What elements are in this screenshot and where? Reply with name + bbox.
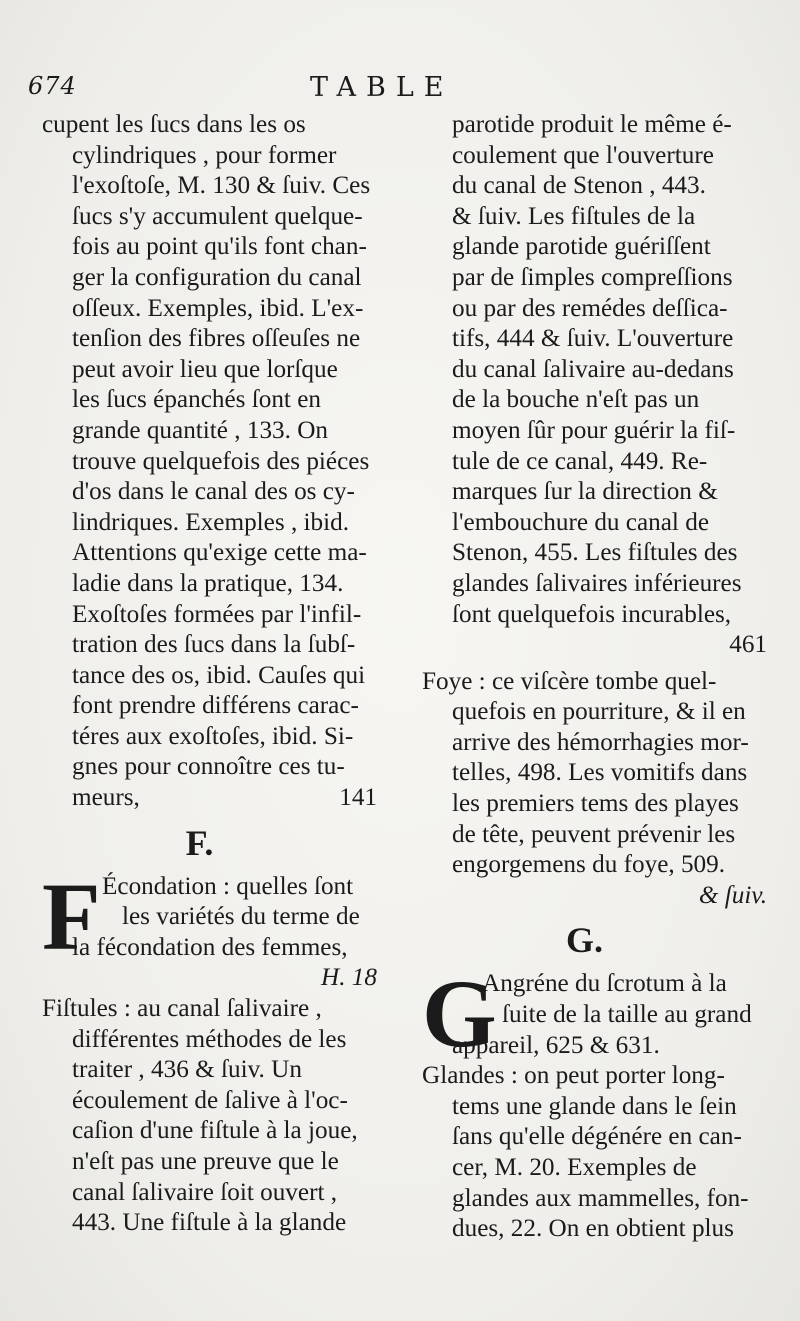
text-line: tration des ſucs dans la ſubſ-	[72, 631, 356, 659]
text-line: Glandes : on peut porter long-	[422, 1062, 725, 1090]
text-line: tenſion des fibres oſſeuſes ne	[72, 325, 361, 353]
text-line: canal ſalivaire ſoit ouvert ,	[72, 1178, 338, 1206]
text-line: l'exoſtoſe, M. 130 & ſuiv. Ces	[72, 172, 371, 200]
text-line: l'embouchure du canal de	[452, 508, 710, 536]
text-line: trouve quelquefois des piéces	[72, 447, 370, 475]
text-line: de tête, peuvent prévenir les	[452, 820, 736, 848]
left-column	[42, 110, 387, 1239]
text-line: parotide produit le même é-	[452, 111, 732, 138]
text-line: Exoſtoſes formées par l'infil-	[72, 600, 362, 628]
section-letter-g: G.	[565, 920, 603, 961]
text-line: glande parotide guériſſent	[452, 233, 711, 261]
text-line: font prendre différens carac-	[72, 692, 359, 720]
text-line: les premiers tems des playes	[452, 790, 739, 818]
page-reference: 461	[729, 631, 767, 659]
right-column	[422, 110, 777, 1245]
text-line: ſucs s'y accumulent quelque-	[72, 202, 363, 230]
text-line: 443. Une fiſtule à la glande	[72, 1209, 347, 1237]
text-line: telles, 498. Les vomitifs dans	[452, 759, 748, 787]
text-line: engorgemens du foye, 509.	[452, 851, 726, 879]
text-line: fois au point qu'ils font chan-	[72, 233, 367, 261]
text-line: tule de ce canal, 449. Re-	[452, 447, 708, 475]
text-line: du canal ſalivaire au-dedans	[452, 355, 734, 383]
text-line: ger la configuration du canal	[72, 263, 362, 291]
entry-exostose-continued	[42, 110, 387, 814]
page-header	[28, 72, 768, 112]
running-title: TABLE	[310, 72, 454, 103]
text-line: traiter , 436 & ſuiv. Un	[72, 1056, 302, 1084]
text-line: ſont quelquefois incurables,	[452, 600, 732, 628]
text-line: de la bouche n'eſt pas un	[452, 386, 700, 414]
reference-text: & ſuiv.	[698, 881, 767, 909]
text-line: cer, M. 20. Exemples de	[452, 1154, 697, 1181]
text-line: la fécondation des femmes,	[72, 933, 348, 961]
text-line: Foye : ce viſcère tombe quel-	[422, 667, 717, 695]
text-line: marques ſur la direction &	[452, 478, 718, 506]
text-line: du canal de Stenon , 443.	[452, 172, 706, 200]
text-line: d'os dans le canal des os cy-	[72, 478, 355, 506]
text-line: Attentions qu'exige cette ma-	[72, 539, 367, 567]
text-line: Écondation : quelles ſont	[102, 872, 354, 900]
text-line: par de ſimples compreſſions	[452, 263, 733, 291]
text-line: gnes pour connoître ces tu-	[72, 753, 345, 781]
drop-cap-f: F	[42, 862, 101, 970]
entry-fistules-continued	[422, 110, 777, 661]
drop-cap-g: G	[422, 960, 497, 1068]
text-line: cylindriques , pour former	[72, 141, 337, 169]
reference-text: H. 18	[321, 964, 377, 992]
text-line: téres aux exoſtoſes, ibid. Si-	[72, 722, 354, 750]
text-fragment: meurs,	[72, 784, 140, 812]
text-line: dues, 22. On en obtient plus	[452, 1215, 734, 1243]
entry-fecondation	[42, 862, 387, 994]
text-line: tance des os, ibid. Cauſes qui	[72, 661, 366, 689]
text-line: tems une glande dans le ſein	[452, 1092, 737, 1120]
text-line: ſuite de la taille au grand	[502, 1001, 752, 1029]
page-reference	[422, 881, 777, 912]
text-line: grande quantité , 133. On	[72, 416, 329, 444]
text-line: les variétés du terme de	[122, 903, 360, 931]
section-letter-f: F.	[185, 822, 214, 863]
text-line: lindriques. Exemples , ibid.	[72, 508, 350, 536]
entry-gangrene	[422, 960, 777, 1068]
entry-foye	[422, 667, 777, 912]
text-line: quefois en pourriture, & il en	[452, 698, 746, 726]
text-line: cupent les ſucs dans les os	[42, 111, 306, 138]
text-line: moyen ſûr pour guérir la fiſ-	[452, 416, 736, 444]
text-line: & ſuiv. Les fiſtules de la	[452, 202, 696, 230]
text-line	[42, 783, 387, 814]
entry-glandes	[422, 1061, 777, 1245]
text-line: Angréne du ſcrotum à la	[482, 970, 727, 998]
entry-fistules	[42, 994, 387, 1239]
text-line: coulement que l'ouverture	[452, 141, 714, 169]
text-line: glandes ſalivaires inférieures	[452, 569, 742, 597]
text-line: tifs, 444 & ſuiv. L'ouverture	[452, 325, 734, 353]
page-reference: 141	[339, 784, 377, 812]
text-line: écoulement de ſalive à l'oc-	[72, 1086, 348, 1114]
text-line: Stenon, 455. Les fiſtules des	[452, 539, 738, 567]
text-line: n'eſt pas une preuve que le	[72, 1148, 339, 1175]
text-line: les ſucs épanchés ſont en	[72, 386, 321, 414]
text-line: Fiſtules : au canal ſalivaire ,	[42, 995, 322, 1023]
text-line: caſion d'une fiſtule à la joue,	[72, 1117, 358, 1145]
text-line: ladie dans la pratique, 134.	[72, 569, 344, 597]
text-line: ou par des remédes deſſica-	[452, 294, 728, 322]
page-number: 674	[28, 72, 77, 100]
text-line: glandes aux mammelles, fon-	[452, 1184, 749, 1212]
text-line: peut avoir lieu que lorſque	[72, 355, 338, 383]
text-line: différentes méthodes de les	[72, 1025, 347, 1053]
text-line: oſſeux. Exemples, ibid. L'ex-	[72, 294, 364, 322]
text-line: appareil, 625 & 631.	[452, 1031, 660, 1059]
text-line: ſans qu'elle dégénére en can-	[452, 1123, 742, 1151]
text-line: arrive des hémorrhagies mor-	[452, 728, 749, 756]
